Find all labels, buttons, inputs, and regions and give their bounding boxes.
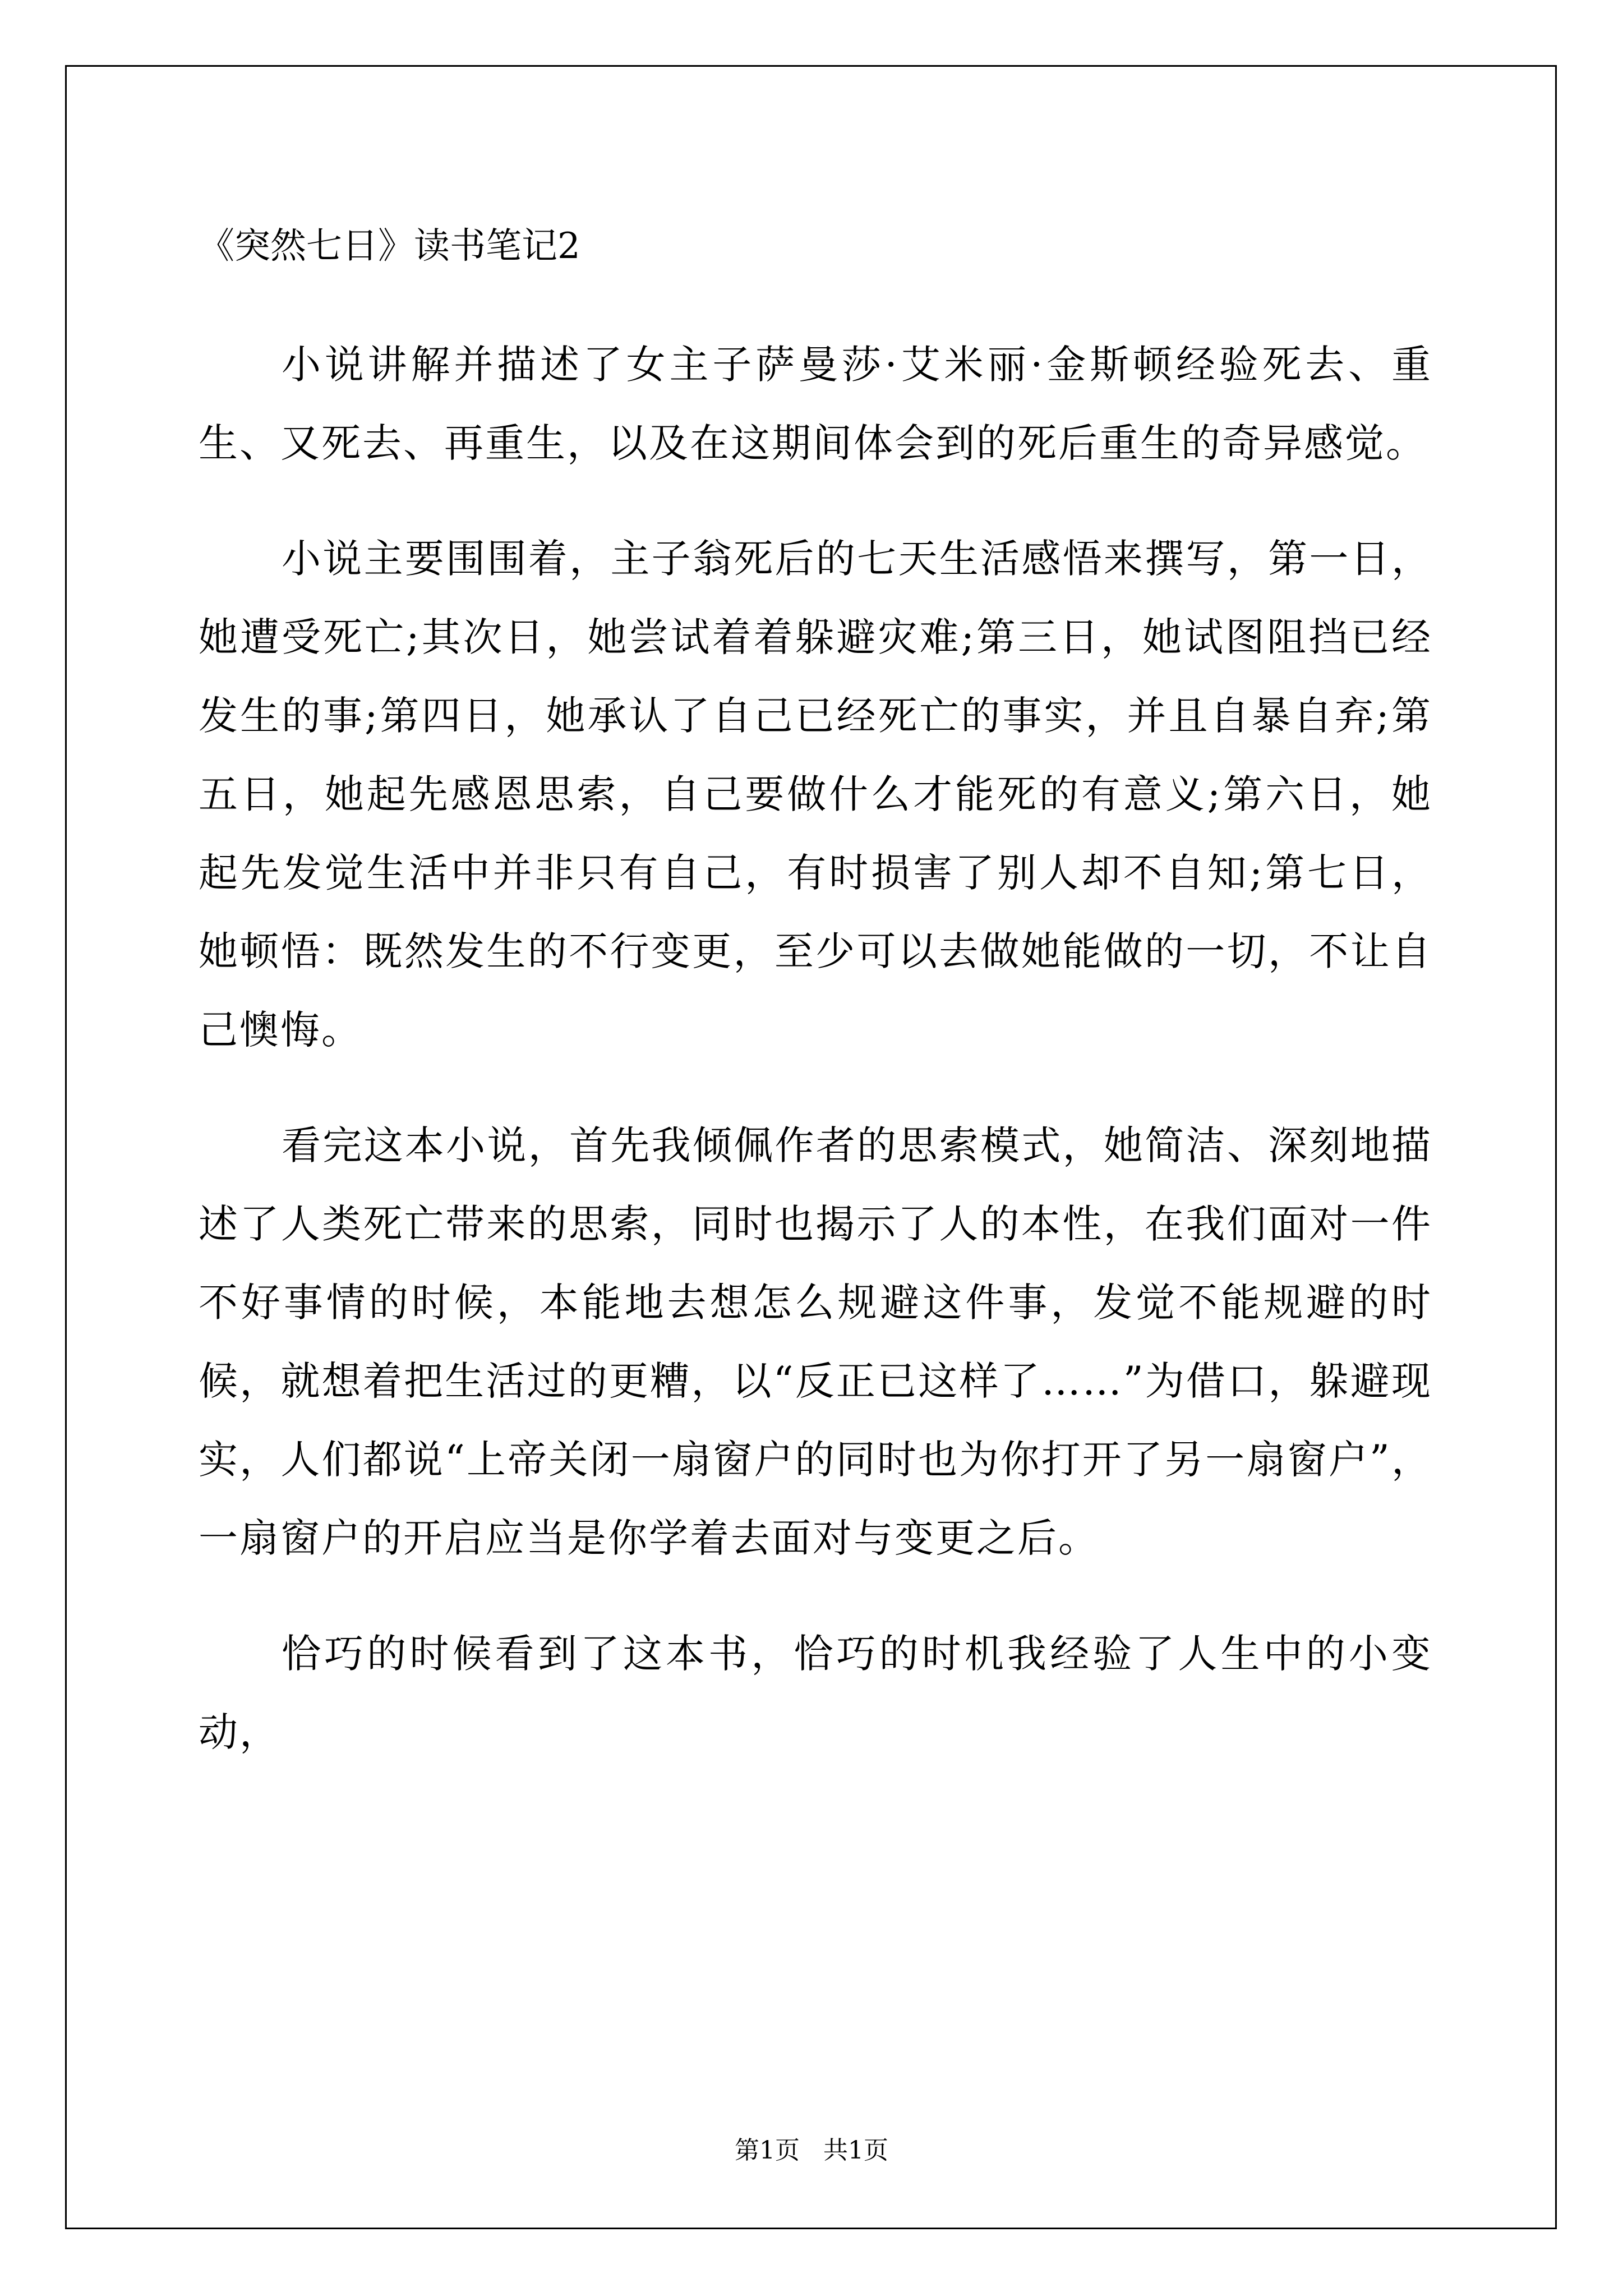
paragraph-2: 小说主要围围着，主子翁死后的七天生活感悟来撰写，第一日，她遭受死亡;其次日，她尝试着着躲避灾难;第三日，她试图阻挡已经发生的事;第四日，她承认了自己已经死亡的事实，并且自暴自弃;第五日，她起先感恩思索，自己要做什么才能死的有意义;第六日，她起先发觉生活中并非只有自己，有时损害了别人却不自知;第七日，她顿悟：既然发生的不行变更，至少可以去做她能做的一切，不让自己懊悔。 bbox=[199, 536, 1432, 1053]
paragraph-4: 恰巧的时候看到了这本书，恰巧的时机我经验了人生中的小变动， bbox=[199, 1631, 1432, 1755]
page-footer: 第1页 共1页 bbox=[735, 2136, 888, 2165]
paragraph-3: 看完这本小说，首先我倾佩作者的思索模式，她简洁、深刻地描述了人类死亡带来的思索，同时也揭示了人的本性，在我们面对一件不好事情的时候，本能地去想怎么规避这件事，发觉不能规避的时候，就想着把生活过的更糟，以“反正已这样了……”为借口，躲避现实，人们都说“上帝关闭一扇窗户的同时也为你打开了另一扇窗户”，一扇窗户的开启应当是你学着去面对与变更之后。 bbox=[199, 1122, 1432, 1561]
document-title: 《突然七日》读书笔记2 bbox=[199, 226, 580, 267]
document-body bbox=[199, 325, 1432, 1809]
paragraph-1: 小说讲解并描述了女主子萨曼莎·艾米丽·金斯顿经验死去、重生、又死去、再重生，以及在这期间体会到的死后重生的奇异感觉。 bbox=[199, 342, 1432, 466]
